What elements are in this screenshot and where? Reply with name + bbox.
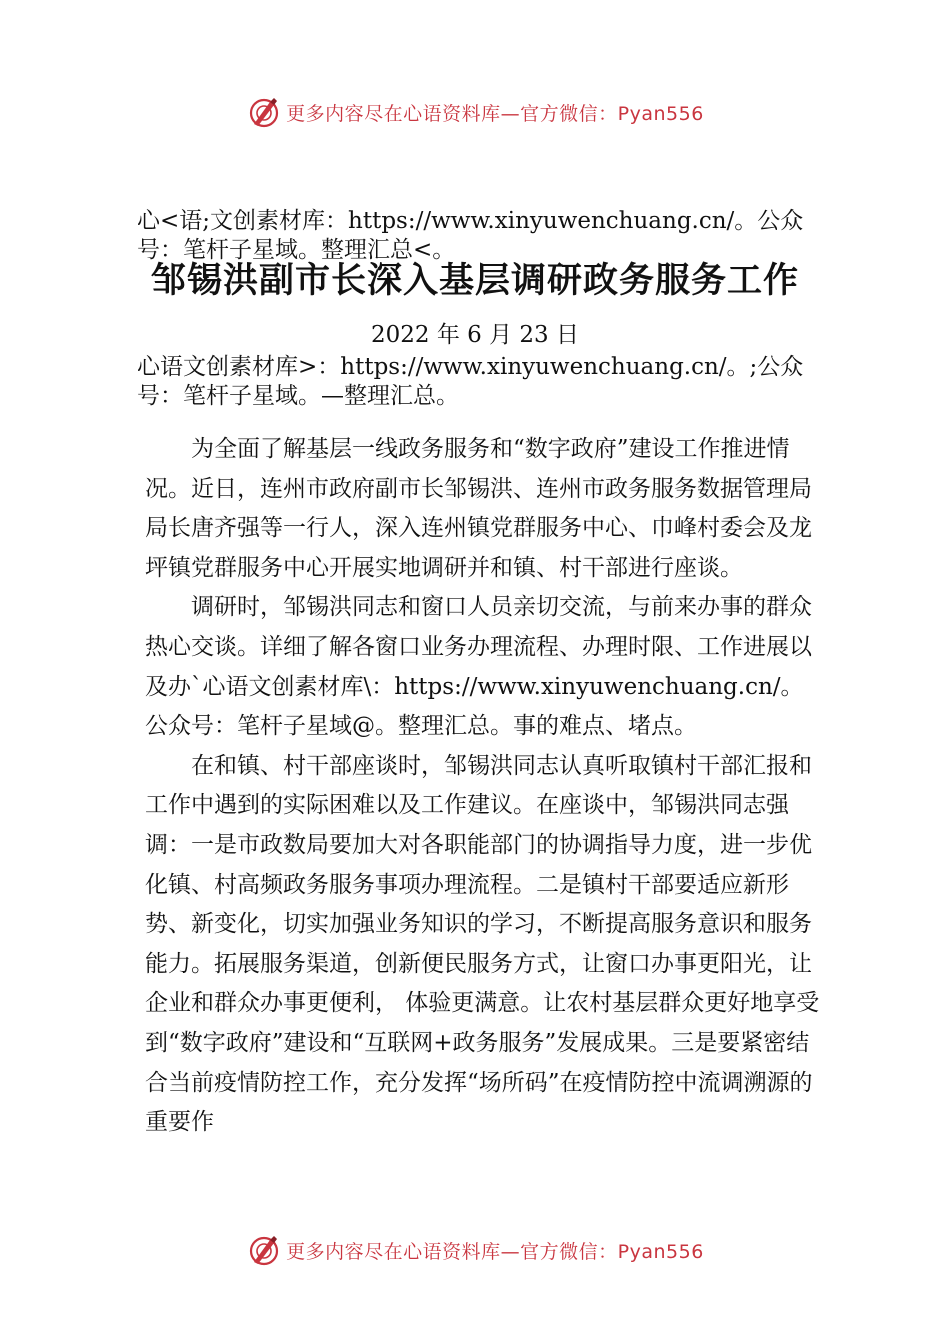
banner-text: 更多内容尽在心语资料库—官方微信：Pyan556: [286, 1240, 704, 1263]
header-line-2: 号：笔杆子星域。整理汇总<。: [137, 237, 456, 263]
top-banner: [0, 92, 950, 132]
note-line-1: 心语文创素材库>：https://www.xinyuwenchuang.cn/。;公众: [137, 354, 804, 380]
paragraph-2: 调研时，邹锡洪同志和窗口人员亲切交流，与前来办事的群众热心交谈。详细了解各窗口业务办理流程、办理时限、工作进展以及办`心语文创素材库\：https://www.xinyuwenchuang.cn/。公众号：笔杆子星域@。整理汇总。事的难点、堵点。: [145, 594, 812, 740]
brand-logo-icon: [246, 94, 282, 130]
note-line-2: 号：笔杆子星域。—整理汇总。: [137, 383, 459, 409]
document-title: 邹锡洪副市长深入基层调研政务服务工作: [150, 261, 799, 301]
bottom-banner: [0, 1230, 950, 1270]
brand-logo-icon: [246, 1232, 282, 1268]
article-body: [145, 430, 825, 1143]
header-line-1: 心<语;文创素材库：https://www.xinyuwenchuang.cn/。公众: [137, 208, 804, 234]
document-date: 2022 年 6 月 23 日: [371, 322, 579, 348]
paragraph-3: 在和镇、村干部座谈时，邹锡洪同志认真听取镇村干部汇报和工作中遇到的实际困难以及工作建议。在座谈中，邹锡洪同志强调：一是市政数局要加大对各职能部门的协调指导力度，进一步优化镇、村高频政务服务事项办理流程。二是镇村干部要适应新形势、新变化，切实加强业务知识的学习，不断提高服务意识和服务能力。拓展服务渠道，创新便民服务方式，让窗口办事更阳光，让企业和群众办事更便利， 体验更满意。让农村基层群众更好地享受到“数字政府”建设和“互联网+政务服务”发展成果。三是要紧密结合当前疫情防控工作，充分发挥“场所码”在疫情防控中流调溯源的重要作: [145, 752, 820, 1136]
paragraph-1: 为全面了解基层一线政务服务和“数字政府”建设工作推进情况。近日，连州市政府副市长邹锡洪、连州市政务服务数据管理局局长唐齐强等一行人，深入连州镇党群服务中心、巾峰村委会及龙坪镇党群服务中心开展实地调研并和镇、村干部进行座谈。: [145, 436, 812, 581]
banner-text: 更多内容尽在心语资料库—官方微信：Pyan556: [286, 102, 704, 125]
